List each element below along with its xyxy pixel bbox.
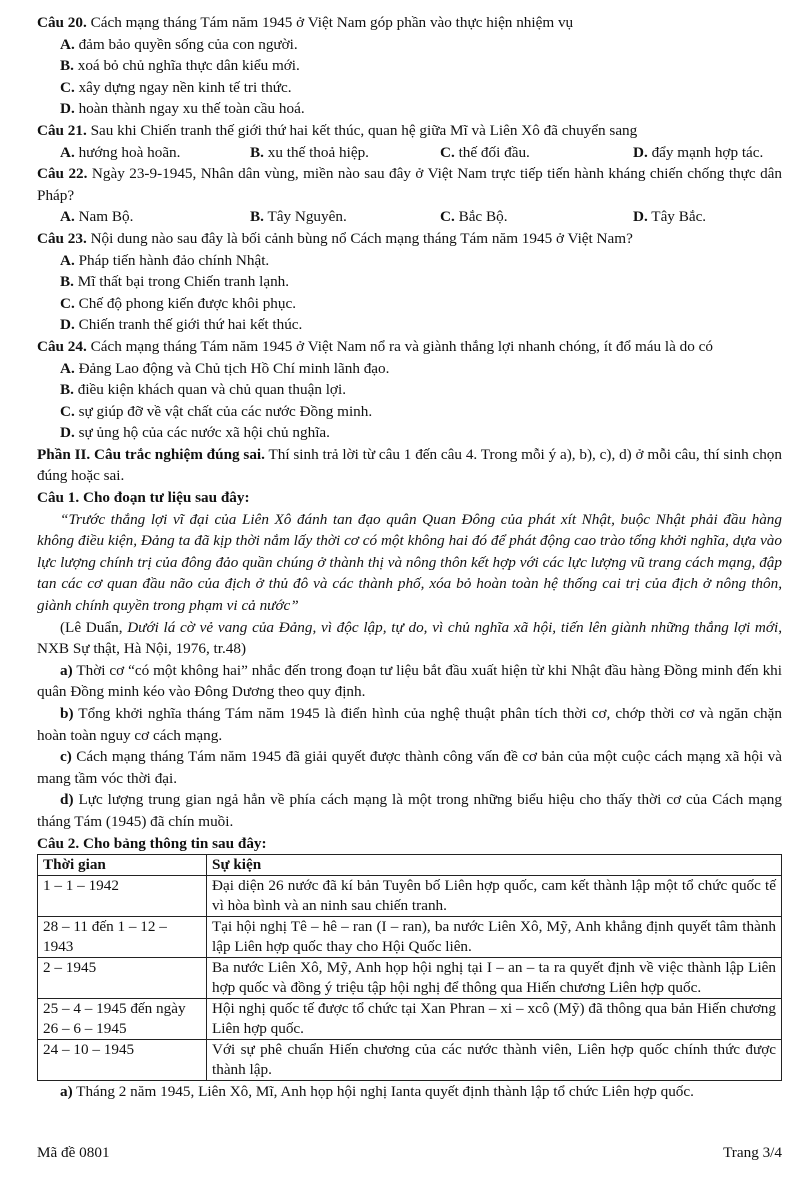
statement-key: a) bbox=[60, 1083, 73, 1101]
question-23-option-d bbox=[37, 314, 782, 336]
option-key: D. bbox=[60, 316, 75, 334]
question-22-option-b bbox=[250, 206, 440, 228]
question-label: Câu 20. bbox=[37, 14, 87, 31]
statement-key: a) bbox=[60, 661, 73, 679]
events-table bbox=[37, 854, 782, 1081]
option-text: Chiến tranh thế giới thứ hai kết thúc. bbox=[74, 316, 303, 334]
statement-a bbox=[37, 660, 782, 703]
question-20-option-d bbox=[37, 98, 782, 120]
table-row bbox=[38, 876, 782, 917]
table-cell-event: Hội nghị quốc tế được tổ chức tại Xan Phran – xi – xcô (Mỹ) đã thông qua bản Hiến chương Liên hợp quốc. bbox=[207, 999, 782, 1040]
option-text: Pháp tiến hành đảo chính Nhật. bbox=[74, 251, 270, 269]
option-key: A. bbox=[60, 359, 75, 377]
table-cell-time: 2 – 1945 bbox=[38, 958, 207, 999]
question-22-option-c bbox=[440, 206, 633, 228]
table-cell-time: 25 – 4 – 1945 đến ngày 26 – 6 – 1945 bbox=[38, 999, 207, 1040]
table-header-event: Sự kiện bbox=[207, 855, 782, 876]
question-23-option-c bbox=[37, 293, 782, 315]
question-21-stem bbox=[37, 120, 782, 142]
option-text: Chế độ phong kiến được khôi phục. bbox=[74, 294, 297, 312]
table-header-row bbox=[38, 855, 782, 876]
table-row bbox=[38, 917, 782, 958]
question-text: Ngày 23-9-1945, Nhân dân vùng, miền nào sau đây ở Việt Nam trực tiếp tiến hành kháng chiến chống thực dân Pháp? bbox=[37, 165, 782, 204]
option-key: A. bbox=[60, 208, 75, 226]
option-text: xoá bỏ chủ nghĩa thực dân kiểu mới. bbox=[73, 57, 300, 75]
part-2-heading bbox=[37, 444, 782, 487]
option-text: đẩy mạnh hợp tác. bbox=[647, 143, 764, 161]
question-text: Nội dung nào sau đây là bối cảnh bùng nổ Cách mạng tháng Tám năm 1945 ở Việt Nam? bbox=[86, 229, 633, 247]
option-key: D. bbox=[60, 100, 75, 118]
part-instruction: Thí sinh trả lời từ câu 1 đến câu 4. Trong mỗi ý a), b), c), d) ở mỗi câu, thí sinh chọn đúng hoặc sai. bbox=[37, 445, 782, 485]
question-21-option-c bbox=[440, 142, 633, 164]
table-cell-event: Với sự phê chuẩn Hiến chương của các nước thành viên, Liên hợp quốc chính thức được thành lập. bbox=[207, 1040, 782, 1081]
page-content bbox=[37, 12, 782, 1103]
option-key: B. bbox=[250, 208, 264, 226]
question-21-option-d bbox=[633, 142, 782, 164]
question-21-option-a bbox=[60, 142, 250, 164]
table-cell-time: 1 – 1 – 1942 bbox=[38, 876, 207, 917]
question-24-option-b bbox=[37, 379, 782, 401]
statement-c bbox=[37, 746, 782, 789]
table-row bbox=[38, 958, 782, 999]
source-quote: “Trước thắng lợi vĩ đại của Liên Xô đánh tan đạo quân Quan Đông của phát xít Nhật, buộc Nhật phải đầu hàng không điều kiện, Đảng ta đã kịp thời nắm lấy thời cơ có một không hai đó để phát động cao trào tổng khởi nghĩa, dựa vào lực lượng chính trị của đông đảo quần chúng ở thành thị và nông thôn kết hợp với các lực lượng vũ trang cách mạng, đập tan các cơ quan đầu não của địch ở thủ đô và các thành phố, xóa bỏ hoàn toàn hệ thống cai trị của địch ở nông thôn, giành chính quyền trong phạm vi cả nước” bbox=[37, 510, 782, 615]
question-24-option-c bbox=[37, 401, 782, 423]
table-cell-time: 28 – 11 đến 1 – 12 – 1943 bbox=[38, 917, 207, 958]
question-22-option-a bbox=[60, 206, 250, 228]
question-23-option-b bbox=[37, 271, 782, 293]
option-text: Tây Nguyên. bbox=[263, 208, 347, 226]
option-key: B. bbox=[60, 273, 74, 291]
question-24-stem bbox=[37, 336, 782, 358]
statement-key: b) bbox=[60, 705, 74, 722]
option-key: A. bbox=[60, 35, 75, 53]
question-20-option-c bbox=[37, 77, 782, 99]
option-key: A. bbox=[60, 143, 75, 161]
citation-publisher: , NXB Sự thật, Hà Nội, 1976, tr.48) bbox=[37, 618, 782, 658]
page-number: Trang 3/4 bbox=[723, 1144, 782, 1161]
option-key: C. bbox=[440, 208, 455, 226]
statement-text: Cách mạng tháng Tám năm 1945 đã giải quyết được thành công vấn đề cơ bản của một cuộc cách mạng xã hội và mang tầm vóc thời đại. bbox=[37, 748, 782, 787]
statement-text: Lực lượng trung gian ngả hẳn về phía cách mạng là một trong những biểu hiệu cho thấy thời cơ của Cách mạng tháng Tám (1945) đã chín muồi. bbox=[37, 791, 782, 830]
question-label: Câu 21. bbox=[37, 121, 87, 139]
citation-author: (Lê Duẩn, bbox=[60, 618, 128, 636]
question-21-option-b bbox=[250, 142, 440, 164]
question-23-stem bbox=[37, 228, 782, 250]
table-cell-event: Tại hội nghị Tê – hê – ran (I – ran), ba nước Liên Xô, Mỹ, Anh khẳng định quyết tâm thành lập Liên hợp quốc thay cho Hội Quốc liên. bbox=[207, 917, 782, 958]
question-label: Câu 22. bbox=[37, 165, 88, 183]
table-cell-time: 24 – 10 – 1945 bbox=[38, 1040, 207, 1081]
question-20-option-b bbox=[37, 55, 782, 77]
option-key: B. bbox=[60, 381, 74, 399]
statement-key: d) bbox=[60, 791, 74, 809]
source-citation bbox=[37, 617, 782, 660]
statement-key: c) bbox=[60, 748, 72, 766]
question-text: Cách mạng tháng Tám năm 1945 ở Việt Nam nổ ra và giành thắng lợi nhanh chóng, ít đổ máu là do có bbox=[86, 337, 713, 355]
question-24-option-a bbox=[37, 358, 782, 380]
table-header-time: Thời gian bbox=[38, 855, 207, 876]
question-label: Câu 23. bbox=[37, 229, 87, 247]
option-text: Tây Bắc. bbox=[647, 208, 707, 226]
option-text: sự ủng hộ của các nước xã hội chủ nghĩa. bbox=[74, 424, 330, 442]
question-20-stem bbox=[37, 12, 782, 34]
option-key: D. bbox=[60, 424, 75, 442]
page-footer bbox=[37, 1142, 782, 1164]
option-text: điều kiện khách quan và chủ quan thuận lợi. bbox=[73, 381, 346, 399]
statement-d bbox=[37, 789, 782, 832]
question-20-option-a bbox=[37, 34, 782, 56]
question-21-options bbox=[37, 142, 782, 164]
part2-question-2-label: Câu 2. Cho bảng thông tin sau đây: bbox=[37, 834, 267, 852]
option-key: C. bbox=[60, 294, 75, 312]
option-text: Nam Bộ. bbox=[74, 208, 134, 226]
option-text: Bắc Bộ. bbox=[454, 208, 508, 226]
table-cell-event: Ba nước Liên Xô, Mỹ, Anh họp hội nghị tại I – an – ta ra quyết định về việc thành lập Liên hợp quốc và đồng ý triệu tập hội nghị để thông qua Hiến chương Liên hợp quốc. bbox=[207, 958, 782, 999]
option-key: C. bbox=[60, 78, 75, 96]
statement-b bbox=[37, 703, 782, 746]
option-key: C. bbox=[60, 402, 75, 420]
table-row bbox=[38, 1040, 782, 1081]
option-text: Đảng Lao động và Chủ tịch Hồ Chí minh lãnh đạo. bbox=[74, 359, 390, 377]
question-label: Câu 24. bbox=[37, 337, 87, 355]
table-cell-event: Đại diện 26 nước đã kí bản Tuyên bố Liên hợp quốc, cam kết thành lập một tổ chức quốc tế vì hòa bình và an ninh sau chiến tranh. bbox=[207, 876, 782, 917]
option-key: B. bbox=[60, 57, 74, 75]
question-22-stem bbox=[37, 163, 782, 206]
question-text: Cách mạng tháng Tám năm 1945 ở Việt Nam góp phần vào thực hiện nhiệm vụ bbox=[86, 14, 574, 31]
question-2-statement-a bbox=[37, 1081, 782, 1103]
table-row bbox=[38, 999, 782, 1040]
part2-question-1-label: Câu 1. Cho đoạn tư liệu sau đây: bbox=[37, 489, 250, 507]
option-text: hướng hoà hoãn. bbox=[74, 143, 181, 161]
option-text: Mĩ thất bại trong Chiến tranh lạnh. bbox=[73, 273, 290, 291]
option-key: B. bbox=[250, 143, 264, 161]
question-22-option-d bbox=[633, 206, 782, 228]
option-text: xây dựng ngay nền kinh tế tri thức. bbox=[74, 78, 292, 96]
citation-title: Dưới lá cờ vẻ vang của Đảng, vì độc lập, tự do, vì chủ nghĩa xã hội, tiến lên giành những thắng lợi mới bbox=[127, 618, 779, 636]
question-24-option-d bbox=[37, 422, 782, 444]
part-title: Phần II. Câu trắc nghiệm đúng sai. bbox=[37, 445, 265, 463]
option-key: D. bbox=[633, 208, 648, 226]
question-22-options bbox=[37, 206, 782, 228]
statement-text: Tổng khởi nghĩa tháng Tám năm 1945 là điển hình của nghệ thuật phân tích thời cơ, chớp thời cơ và ngăn chặn hoàn toàn nguy cơ cách mạng. bbox=[37, 705, 782, 744]
statement-text: Tháng 2 năm 1945, Liên Xô, Mĩ, Anh họp hội nghị Ianta quyết định thành lập tổ chức Liên hợp quốc. bbox=[72, 1083, 694, 1101]
option-text: hoàn thành ngay xu thế toàn cầu hoá. bbox=[74, 100, 305, 118]
option-text: sự giúp đỡ về vật chất của các nước Đồng minh. bbox=[74, 402, 373, 420]
option-key: D. bbox=[633, 143, 648, 161]
option-key: A. bbox=[60, 251, 75, 269]
statement-text: Thời cơ “có một không hai” nhắc đến trong đoạn tư liệu bắt đầu xuất hiện từ khi Nhật đầu hàng Đồng minh đến khi quân Đồng minh kéo vào Đông Dương theo quy định. bbox=[37, 661, 782, 701]
question-text: Sau khi Chiến tranh thế giới thứ hai kết thúc, quan hệ giữa Mĩ và Liên Xô đã chuyển sang bbox=[86, 121, 638, 139]
option-text: xu thế thoả hiệp. bbox=[263, 143, 369, 161]
exam-code: Mã đề 0801 bbox=[37, 1144, 110, 1161]
question-23-option-a bbox=[37, 250, 782, 272]
option-text: thế đối đầu. bbox=[454, 143, 530, 161]
option-key: C. bbox=[440, 143, 455, 161]
option-text: đảm bảo quyền sống của con người. bbox=[74, 35, 298, 53]
